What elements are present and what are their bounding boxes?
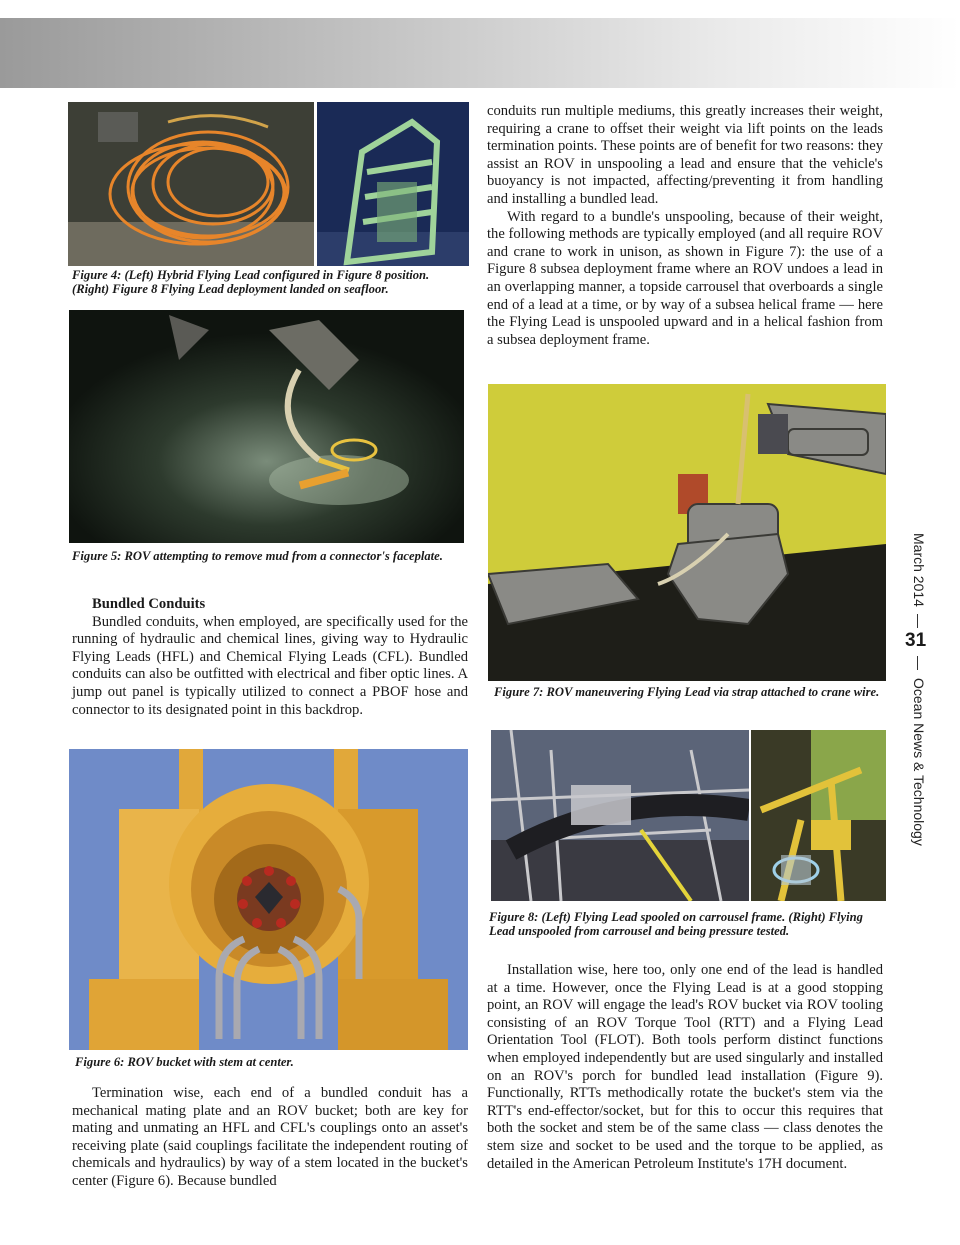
right-column-top bbox=[487, 103, 883, 349]
figure-6-caption: Figure 6: ROV bucket with stem at center. bbox=[75, 1055, 294, 1069]
paragraph: Termination wise, each end of a bundled conduit has a mechanical mating plate and an ROV bucket; both are key for mating and unmating an HFL and CFL's couplings onto an asset's receiving plate (said couplings facilitate the independent routing of chemicals and hydraulics) by way of a stem located in the bucket's center (Figure 6). Because bundled bbox=[72, 1085, 468, 1189]
figure-4-caption: Figure 4: (Left) Hybrid Flying Lead configured in Figure 8 position. (Right) Figure 8 Flying Lead deployment landed on seafloor. bbox=[72, 268, 430, 296]
header-bar bbox=[0, 18, 960, 88]
figure-4-right-photo bbox=[317, 102, 469, 266]
figure-8-left-photo bbox=[491, 730, 749, 901]
publication-name: Ocean News & Technology bbox=[911, 678, 927, 846]
figure-8-caption: Figure 8: (Left) Flying Lead spooled on carrousel frame. (Right) Flying Lead unspooled from carrousel and being pressure tested. bbox=[489, 910, 863, 938]
paragraph: With regard to a bundle's unspooling, because of their weight, the following methods are typically employed (and all require ROV and crane to work in unison, as shown in Figure 7): the use of a Figure 8 subsea deployment frame where an ROV undoes a lead in an overlapping manner, a topside carrousel that overboards a single end of a lead at a time, or by way of a subsea helical frame — here the Flying Lead is unspooled upward and in a helical fashion from a subsea deployment frame. bbox=[487, 208, 883, 348]
figure-5-caption: Figure 5: ROV attempting to remove mud from a connector's faceplate. bbox=[72, 549, 443, 563]
sidebar-rule-top bbox=[917, 614, 918, 628]
paragraph: Bundled conduits, when employed, are specifically used for the running of hydraulic and chemical lines, giving way to Hydraulic Flying Leads (HFL) and Chemical Flying Leads (CFL). Bundled conduits can also be outfitted with electrical and fiber optic lines. A jump out panel is typically utilized to connect a PBOF hose and connector to its designated point in this backdrop. bbox=[72, 613, 468, 718]
figure-8-right-photo bbox=[751, 730, 886, 901]
sidebar-rule-bottom bbox=[917, 656, 918, 670]
figure-4-left-photo bbox=[68, 102, 314, 266]
figure-7-photo bbox=[488, 384, 886, 681]
left-column-top bbox=[72, 596, 468, 719]
figure-5-photo bbox=[69, 310, 464, 543]
section-heading: Bundled Conduits bbox=[92, 596, 206, 612]
issue-date: March 2014 bbox=[911, 533, 927, 607]
left-column-bottom bbox=[72, 1085, 468, 1191]
page-number: 31 bbox=[905, 630, 927, 651]
right-column-bottom bbox=[487, 962, 883, 1173]
figure-6-photo bbox=[69, 749, 468, 1050]
figure-7-caption: Figure 7: ROV maneuvering Flying Lead via strap attached to crane wire. bbox=[494, 685, 880, 699]
paragraph: conduits run multiple mediums, this greatly increases their weight, requiring a crane to offset their weight via lift points on the leads termination points. These points are of benefit for two reasons: they assist an ROV in unspooling a lead and ensure that the vehicle's buoyancy is not impacted, affecting/preventing it from handling and installing a bundled lead. bbox=[487, 103, 883, 207]
paragraph: Installation wise, here too, only one end of the lead is handled at a time. However, once the Flying Lead is at a good stopping point, an ROV will engage the lead's ROV bucket via ROV tooling consisting of an ROV Torque Tool (RTT) and a Flying Lead Orientation Tool (FLOT). Both tools perform distinct functions when employed independently but are used singularly and installed on an ROV's porch for bundled lead installation (Figure 9). Functionally, RTTs methodically rotate the bucket's stem via the RTT's end-effector/socket, but for this to occur this requires that both the socket and stem be of the same class — class denotes the stem size and socket to be used and the torque to be applied, as detailed in the American Petroleum Institute's 17H document. bbox=[487, 962, 883, 1172]
